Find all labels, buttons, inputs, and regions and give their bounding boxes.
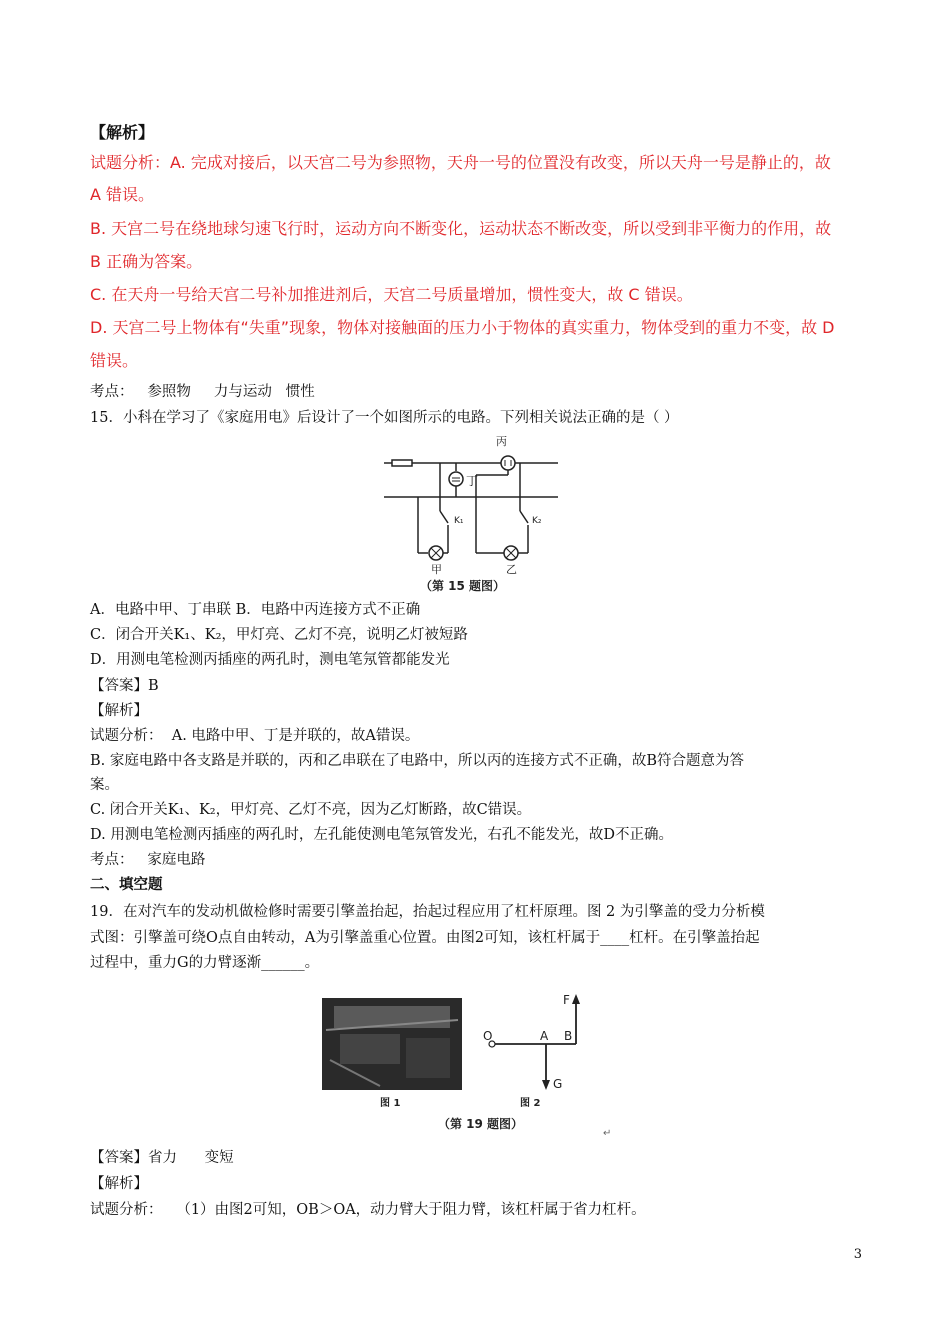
- label-ding: 丁: [466, 474, 479, 488]
- socket-bing-icon: [501, 456, 515, 470]
- figure-19-caption: （第 19 题图）: [438, 1117, 524, 1131]
- analysis-14-line-4: B 正确为答案。: [90, 252, 203, 271]
- gravity-down-arrow-icon: [542, 1080, 550, 1090]
- analysis-14-line-1: 试题分析：A. 完成对接后，以天宫二号为参照物，天舟一号的位置没有改变，所以天舟一号是静止的，故: [90, 153, 831, 172]
- answer-19: 【答案】省力 变短: [90, 1150, 234, 1166]
- label-fig1: 图 1: [380, 1098, 401, 1109]
- figure-15-caption: （第 15 题图）: [420, 579, 506, 593]
- analysis-heading-19: 【解析】: [90, 1176, 148, 1192]
- analysis-14-line-7: 错误。: [90, 351, 139, 370]
- question-15-option-ab: A．电路中甲、丁串联 B．电路中丙连接方式不正确: [90, 602, 421, 618]
- switch-k2-icon: [520, 511, 528, 523]
- label-yi: 乙: [506, 563, 517, 576]
- analysis-15-line-1: 试题分析： A. 电路中甲、丁是并联的，故A错误。: [90, 728, 420, 744]
- question-15-stem: 15．小科在学习了《家庭用电》后设计了一个如图所示的电路。下列相关说法正确的是（ ）: [90, 410, 679, 426]
- label-O: O: [483, 1029, 493, 1043]
- analysis-15-line-3: 案。: [90, 777, 119, 793]
- label-k1: K₁: [454, 516, 464, 526]
- label-F: F: [563, 993, 570, 1007]
- label-A: A: [540, 1029, 549, 1043]
- circuit-figure-15: [380, 433, 560, 593]
- question-15-option-c: C．闭合开关K₁、K₂，甲灯亮、乙灯不亮，说明乙灯被短路: [90, 627, 468, 643]
- analysis-heading-14: 【解析】: [90, 123, 155, 142]
- analysis-heading-15: 【解析】: [90, 703, 148, 719]
- analysis-14-line-3: B. 天宫二号在绕地球匀速飞行时，运动方向不断变化，运动状态不断改变，所以受到非平衡力的作用，故: [90, 219, 832, 238]
- analysis-14-line-2: A 错误。: [90, 185, 155, 204]
- analysis-15-line-4: C. 闭合开关K₁、K₂，甲灯亮、乙灯不亮，因为乙灯断路，故C错误。: [90, 802, 532, 818]
- label-k2: K₂: [532, 516, 542, 526]
- fuse-icon: [392, 460, 412, 466]
- question-19-stem-1: 19．在对汽车的发动机做检修时需要引擎盖抬起，抬起过程应用了杠杆原理。图 2 为引擎盖的受力分析模: [90, 904, 765, 920]
- question-19-stem-3: 过程中，重力G的力臂逐渐______。: [90, 955, 320, 971]
- label-bing: 丙: [496, 435, 507, 448]
- return-mark: ↵: [603, 1128, 612, 1139]
- socket-ding-icon: [449, 472, 463, 486]
- kaodian-15: 考点： 家庭电路: [90, 852, 206, 868]
- label-jia: 甲: [431, 563, 442, 576]
- lever-figure-19: [320, 990, 620, 1140]
- label-B: B: [564, 1029, 573, 1043]
- label-fig2: 图 2: [520, 1098, 541, 1109]
- question-15-option-d: D．用测电笔检测丙插座的两孔时，测电笔氖管都能发光: [90, 652, 450, 668]
- question-19-stem-2: 式图：引擎盖可绕O点自由转动，A为引擎盖重心位置。由图2可知，该杠杆属于____杠杆。在引擎盖抬起: [90, 930, 760, 946]
- analysis-14-line-6: D. 天宫二号上物体有“失重”现象，物体对接触面的压力小于物体的真实重力，物体受到的重力不变，故 D: [90, 318, 835, 337]
- analysis-15-line-2: B. 家庭电路中各支路是并联的，丙和乙串联在了电路中，所以丙的连接方式不正确，故B符合题意为答: [90, 753, 745, 769]
- force-up-arrow-icon: [572, 994, 580, 1004]
- switch-k1-icon: [440, 511, 448, 523]
- analysis-19-line-1: 试题分析： （1）由图2可知，OB＞OA，动力臂大于阻力臂，该杠杆属于省力杠杆。: [90, 1202, 646, 1218]
- page-number: 3: [853, 1247, 862, 1262]
- label-G: G: [553, 1077, 563, 1091]
- kaodian-14: 考点： 参照物 力与运动 惯性: [90, 384, 315, 400]
- analysis-15-line-5: D. 用测电笔检测丙插座的两孔时，左孔能使测电笔氖管发光，右孔不能发光，故D不正确。: [90, 827, 673, 843]
- answer-15: 【答案】B: [90, 678, 159, 694]
- analysis-14-line-5: C. 在天舟一号给天宫二号补加推进剂后，天宫二号质量增加，惯性变大，故 C 错误。: [90, 285, 693, 304]
- section-title: 二、填空题: [90, 877, 163, 893]
